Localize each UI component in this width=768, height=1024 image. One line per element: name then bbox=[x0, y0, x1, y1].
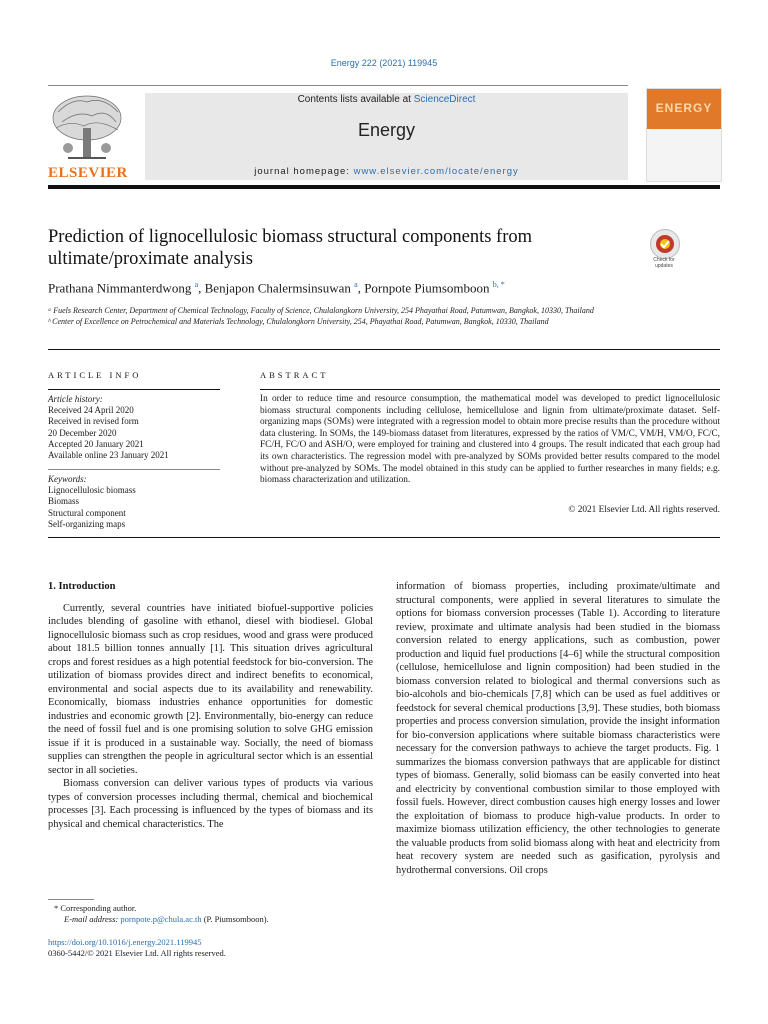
journal-reference-link[interactable]: Energy 222 (2021) 119945 bbox=[330, 58, 438, 68]
affiliations bbox=[48, 306, 688, 327]
doi-link[interactable]: https://doi.org/10.1016/j.energy.2021.119945 bbox=[48, 937, 202, 947]
author-affiliation-mark[interactable]: a bbox=[354, 280, 358, 289]
affiliation-b: ᵇ Center of Excellence on Petrochemical and Materials Technology, Chulalongkorn University, 254, Phayathai Road, Patumwan, Bangkok, 10330, Thailand bbox=[48, 316, 549, 326]
homepage-link[interactable]: www.elsevier.com/locate/energy bbox=[353, 166, 519, 177]
affiliation-a: ᵃ Fuels Research Center, Department of Chemical Technology, Faculty of Science, Chulalongkorn University, 254 Phayathai Road, Patumwan, Bangkok, 10330, Thailand bbox=[48, 306, 594, 315]
footnote bbox=[54, 903, 454, 925]
history-label: Article history: bbox=[48, 394, 103, 404]
keyword-item: Lignocellulosic biomass bbox=[48, 485, 136, 496]
elsevier-wordmark: ELSEVIER bbox=[48, 165, 128, 181]
body-right-column bbox=[396, 580, 720, 877]
divider bbox=[48, 389, 220, 390]
header-divider bbox=[48, 85, 628, 86]
homepage-line bbox=[145, 166, 628, 177]
crossmark-icon bbox=[650, 229, 680, 259]
keyword-item: Self-organizing maps bbox=[48, 518, 126, 529]
email-label: E-mail address: bbox=[64, 914, 121, 924]
author-name[interactable]: Pornpote Piumsomboon bbox=[364, 280, 490, 296]
header-thick-rule bbox=[48, 185, 720, 189]
section-heading-introduction: 1. Introduction bbox=[48, 581, 116, 592]
abstract-heading: ABSTRACT bbox=[260, 370, 329, 380]
corresponding-author-note: * Corresponding author. bbox=[54, 903, 137, 913]
divider bbox=[48, 537, 720, 538]
homepage-prefix: journal homepage: bbox=[254, 166, 354, 177]
keywords-label: Keywords: bbox=[48, 474, 87, 484]
author-affiliation-mark[interactable]: b, * bbox=[492, 280, 505, 289]
journal-name: Energy bbox=[357, 120, 416, 140]
history-item: Received 24 April 2020 bbox=[48, 405, 134, 416]
issn-line: 0360-5442/© 2021 Elsevier Ltd. All rights reserved. bbox=[48, 948, 226, 958]
email-link[interactable]: pornpote.p@chula.ac.th bbox=[120, 914, 202, 924]
history-item: Available online 23 January 2021 bbox=[48, 450, 169, 461]
sciencedirect-link[interactable]: ScienceDirect bbox=[413, 94, 476, 105]
author-list: Prathana Nimmanterdwong $^a$, Benjapon Chalermsinsuwan $^a$, Pornpote Piumsomboon $^{b, *}$ bbox=[48, 280, 505, 296]
journal-cover-image[interactable] bbox=[646, 88, 722, 182]
cover-title: ENERGY bbox=[655, 101, 713, 115]
body-paragraph: Biomass conversion can deliver various types of products via various types of conversion processes including thermal, chemical and biochemical processes [3]. Each processing is influenced by the types of biomass and its physical and chemical characteristics. The bbox=[48, 778, 373, 830]
keyword-item: Structural component bbox=[48, 507, 126, 518]
author-name[interactable]: Prathana Nimmanterdwong bbox=[48, 280, 192, 296]
check-for-updates-button[interactable] bbox=[646, 229, 682, 269]
abstract-copyright: © 2021 Elsevier Ltd. All rights reserved. bbox=[568, 505, 720, 515]
email-suffix: (P. Piumsomboon). bbox=[201, 914, 269, 924]
keywords bbox=[48, 474, 228, 530]
article-info-heading: ARTICLE INFO bbox=[48, 370, 142, 380]
history-item: 20 December 2020 bbox=[48, 427, 117, 438]
contents-line bbox=[145, 94, 628, 105]
body-paragraph: Currently, several countries have initiated biofuel-supportive policies includes blending of gasoline with ethanol, diesel with biodiesel. Global lignocellulosic biomass such as crop residues, wood and grass were produced about 181.5 billion tonnes annually [1]. This situation drives agricultural crops and forest residues as a high potential feedstock for bio-conversion. The utilization of biomass provides direct and indirect benefits to economical, environmental and social aspects due to its availability and renewability. Economically, biomass industries enhance opportunities for domestic industries and economic growth [2]. Environmentally, bio-energy can reduce the need of fossil fuel and is one promising solution to solve GHG emission issue if it is produced in a sustainable way. Socially, the need of biomass supplies can strengthen the people in agricultural sector which is an essential sector in all societies. bbox=[48, 602, 373, 776]
keyword-item: Biomass bbox=[48, 496, 80, 507]
divider bbox=[260, 389, 720, 390]
author-name[interactable]: Benjapon Chalermsinsuwan bbox=[204, 280, 351, 296]
article-history bbox=[48, 394, 228, 461]
crossmark-label: Check for updates bbox=[653, 257, 675, 269]
divider bbox=[48, 349, 720, 350]
divider bbox=[48, 469, 220, 470]
body-paragraph: information of biomass properties, including proximate/ultimate and structural components, were applied in several literatures to simulate the options for biomass conversion processes (Table 1). According to literature review, proximate and ultimate analysis had been studied in the biomass conversion related to energy applications, such as combustion, power production and liquid fuel productions [4–6] while the structural composition (cellulose, hemicellulose and lignin composition) had been studied in the biomass conversion related to biological and thermal conversions such as bio-alcohols and bio-chemicals [7,8] which can be used as fuel additives or feedstock for several chemical productions [3,9]. These studies, both biomass properties and process conversion simulation, provide the insight information for bio-conversion applications where suitable biomass characteristics were necessary for the conversion pathways to achieve the target products. Fig. 1 summarizes the biomass conversion pathways that are applicable for distinct types of biomass. Generally, solid biomass can be easily converted into heat and electricity by conventional combustion similar to those employed with fossil fuels. However, direct combustion causes high energy losses and lower the exploitation of biomass to produce high-value products. In order to maximize biomass utilization efficiency, the other technologies to generate the valuable products from solid biomass along with heat and electricity from heat recovery system are needed such as gasification, pyrolysis and hydrothermal conversions. Oil crops bbox=[396, 581, 720, 876]
abstract-text: In order to reduce time and resource consumption, the mathematical model was developed to predict lignocellulosic biomass structural components including cellulose, hemicellulose and lignin from ultimate/proximate dataset. Self-organizing maps (SOMs) were integrated with a regression model to obtain more precise results than the procedure without data clustering. In SOMs, the 149-biomass dataset from literatures, expressed by the ratios of VM/C, VM/H, VM/O, FC/C, FC/H, FC/O and ASH/O, were employed for training and clustered into 4 groups. The result indicated that each group had its own characteristics. The regression model with pre-analyzed by SOMs provided better results compared to the model without pre-analyzed by SOMs. The model obtained in this study can be applied to further researches in many fields; e.g. biomass characterization and utilization. bbox=[260, 394, 720, 486]
body-left-column bbox=[48, 580, 373, 831]
contents-prefix: Contents lists available at bbox=[297, 94, 414, 105]
history-item: Accepted 20 January 2021 bbox=[48, 438, 144, 449]
email-line bbox=[54, 914, 454, 925]
author-affiliation-mark[interactable]: a bbox=[194, 280, 199, 289]
footnote-rule bbox=[48, 899, 94, 900]
history-item: Received in revised form bbox=[48, 416, 139, 427]
article-title: Prediction of lignocellulosic biomass structural components from ultimate/proximate analysis bbox=[48, 227, 532, 269]
